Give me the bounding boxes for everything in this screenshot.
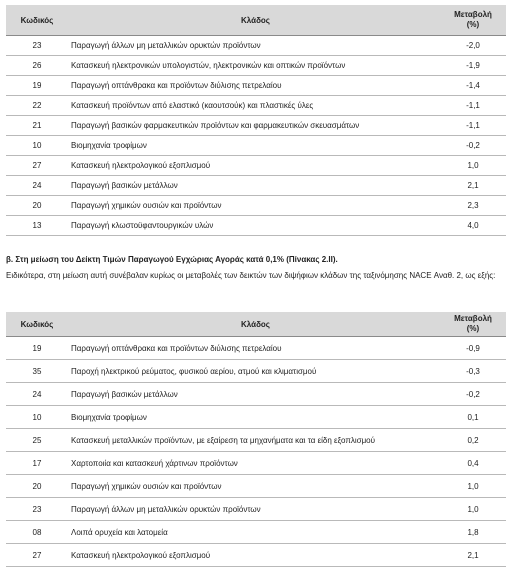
cell-change: 0,1 bbox=[440, 406, 506, 429]
cell-code: 22 bbox=[6, 96, 68, 116]
column-header-code: Κωδικός bbox=[6, 5, 68, 36]
cell-change: -1,4 bbox=[440, 76, 506, 96]
cell-code: 10 bbox=[6, 136, 68, 156]
cell-change: 2,1 bbox=[440, 544, 506, 567]
cell-sector: Κατασκευή ηλεκτρολογικού εξοπλισμού bbox=[68, 544, 440, 567]
cell-change: -0,9 bbox=[440, 337, 506, 360]
cell-sector: Παραγωγή άλλων μη μεταλλικών ορυκτών προϊόντων bbox=[68, 36, 440, 56]
cell-sector: Βιομηχανία τροφίμων bbox=[68, 136, 440, 156]
cell-code: 27 bbox=[6, 156, 68, 176]
cell-change: 0,4 bbox=[440, 452, 506, 475]
table-row bbox=[6, 337, 506, 360]
table-row bbox=[6, 36, 506, 56]
cell-code: 19 bbox=[6, 337, 68, 360]
table-row bbox=[6, 475, 506, 498]
cell-change: -0,3 bbox=[440, 360, 506, 383]
table-row bbox=[6, 196, 506, 216]
column-header-code: Κωδικός bbox=[6, 312, 68, 337]
cell-sector: Παραγωγή οπτάνθρακα και προϊόντων διύλισης πετρελαίου bbox=[68, 76, 440, 96]
cell-sector: Παραγωγή βασικών μετάλλων bbox=[68, 176, 440, 196]
cell-sector: Παραγωγή άλλων μη μεταλλικών ορυκτών προϊόντων bbox=[68, 498, 440, 521]
cell-sector: Παραγωγή βασικών μετάλλων bbox=[68, 383, 440, 406]
table-row bbox=[6, 383, 506, 406]
cell-change: -1,1 bbox=[440, 96, 506, 116]
table-row bbox=[6, 156, 506, 176]
cell-sector: Κατασκευή προϊόντων από ελαστικό (καουτσούκ) και πλαστικές ύλες bbox=[68, 96, 440, 116]
cell-change: 1,0 bbox=[440, 156, 506, 176]
table-row bbox=[6, 96, 506, 116]
cell-sector: Παροχή ηλεκτρικού ρεύματος, φυσικού αερίου, ατμού και κλιματισμού bbox=[68, 360, 440, 383]
cell-sector: Κατασκευή μεταλλικών προϊόντων, με εξαίρεση τα μηχανήματα και τα είδη εξοπλισμού bbox=[68, 429, 440, 452]
cell-sector: Λοιπά ορυχεία και λατομεία bbox=[68, 521, 440, 544]
column-header-change-unit: (%) bbox=[466, 324, 480, 333]
column-header-sector: Κλάδος bbox=[68, 5, 440, 36]
cell-code: 17 bbox=[6, 452, 68, 475]
column-header-change-unit: (%) bbox=[466, 20, 480, 29]
cell-change: 4,0 bbox=[440, 216, 506, 236]
cell-sector: Βιομηχανία τροφίμων bbox=[68, 406, 440, 429]
cell-change: 1,0 bbox=[440, 475, 506, 498]
table-row bbox=[6, 544, 506, 567]
cell-change: 1,8 bbox=[440, 521, 506, 544]
cell-code: 21 bbox=[6, 116, 68, 136]
cell-code: 08 bbox=[6, 521, 68, 544]
cell-code: 20 bbox=[6, 196, 68, 216]
column-header-change bbox=[440, 5, 506, 36]
column-header-change bbox=[440, 312, 506, 337]
cell-code: 27 bbox=[6, 544, 68, 567]
table-row bbox=[6, 136, 506, 156]
table-header-row bbox=[6, 312, 506, 337]
cell-code: 10 bbox=[6, 406, 68, 429]
cell-code: 13 bbox=[6, 216, 68, 236]
table-row bbox=[6, 498, 506, 521]
cell-code: 23 bbox=[6, 498, 68, 521]
cell-code: 23 bbox=[6, 36, 68, 56]
table-row bbox=[6, 116, 506, 136]
cell-change: -0,2 bbox=[440, 136, 506, 156]
price-change-table-1 bbox=[6, 5, 506, 236]
cell-code: 24 bbox=[6, 383, 68, 406]
column-header-change-label: Μεταβολή bbox=[454, 314, 492, 323]
cell-change: 0,2 bbox=[440, 429, 506, 452]
cell-change: -2,0 bbox=[440, 36, 506, 56]
cell-sector: Χαρτοποιία και κατασκευή χάρτινων προϊόντων bbox=[68, 452, 440, 475]
table-row bbox=[6, 76, 506, 96]
table-row bbox=[6, 360, 506, 383]
table-row bbox=[6, 452, 506, 475]
cell-code: 35 bbox=[6, 360, 68, 383]
cell-sector: Παραγωγή οπτάνθρακα και προϊόντων διύλισης πετρελαίου bbox=[68, 337, 440, 360]
cell-code: 20 bbox=[6, 475, 68, 498]
cell-sector: Παραγωγή χημικών ουσιών και προϊόντων bbox=[68, 196, 440, 216]
table-header-row bbox=[6, 5, 506, 36]
cell-change: -1,9 bbox=[440, 56, 506, 76]
cell-code: 24 bbox=[6, 176, 68, 196]
price-change-table-2 bbox=[6, 312, 506, 567]
cell-sector: Κατασκευή ηλεκτρολογικού εξοπλισμού bbox=[68, 156, 440, 176]
cell-sector: Παραγωγή βασικών φαρμακευτικών προϊόντων και φαρμακευτικών σκευασμάτων bbox=[68, 116, 440, 136]
table-body bbox=[6, 36, 506, 236]
cell-sector: Παραγωγή χημικών ουσιών και προϊόντων bbox=[68, 475, 440, 498]
table-row bbox=[6, 56, 506, 76]
cell-sector: Παραγωγή κλωστοϋφαντουργικών υλών bbox=[68, 216, 440, 236]
cell-code: 25 bbox=[6, 429, 68, 452]
table-row bbox=[6, 216, 506, 236]
cell-change: -1,1 bbox=[440, 116, 506, 136]
cell-change: 1,0 bbox=[440, 498, 506, 521]
column-header-sector: Κλάδος bbox=[68, 312, 440, 337]
cell-code: 19 bbox=[6, 76, 68, 96]
cell-sector: Κατασκευή ηλεκτρονικών υπολογιστών, ηλεκτρονικών και οπτικών προϊόντων bbox=[68, 56, 440, 76]
cell-change: 2,1 bbox=[440, 176, 506, 196]
table-row bbox=[6, 406, 506, 429]
section-paragraph: Ειδικότερα, στη μείωση αυτή συνέβαλαν κυρίως οι μεταβολές των δεικτών των διψήφιων κλάδων της ταξινόμησης NACE Αναθ. 2, ως εξής: bbox=[6, 271, 496, 280]
section-heading: β. Στη μείωση του Δείκτη Τιμών Παραγωγού Εγχώριας Αγοράς κατά 0,1% (Πίνακας 2.ΙΙ). bbox=[6, 255, 338, 264]
table-row bbox=[6, 176, 506, 196]
table-row bbox=[6, 429, 506, 452]
column-header-change-label: Μεταβολή bbox=[454, 10, 492, 19]
cell-change: -0,2 bbox=[440, 383, 506, 406]
table-body bbox=[6, 337, 506, 567]
cell-code: 26 bbox=[6, 56, 68, 76]
cell-change: 2,3 bbox=[440, 196, 506, 216]
table-row bbox=[6, 521, 506, 544]
